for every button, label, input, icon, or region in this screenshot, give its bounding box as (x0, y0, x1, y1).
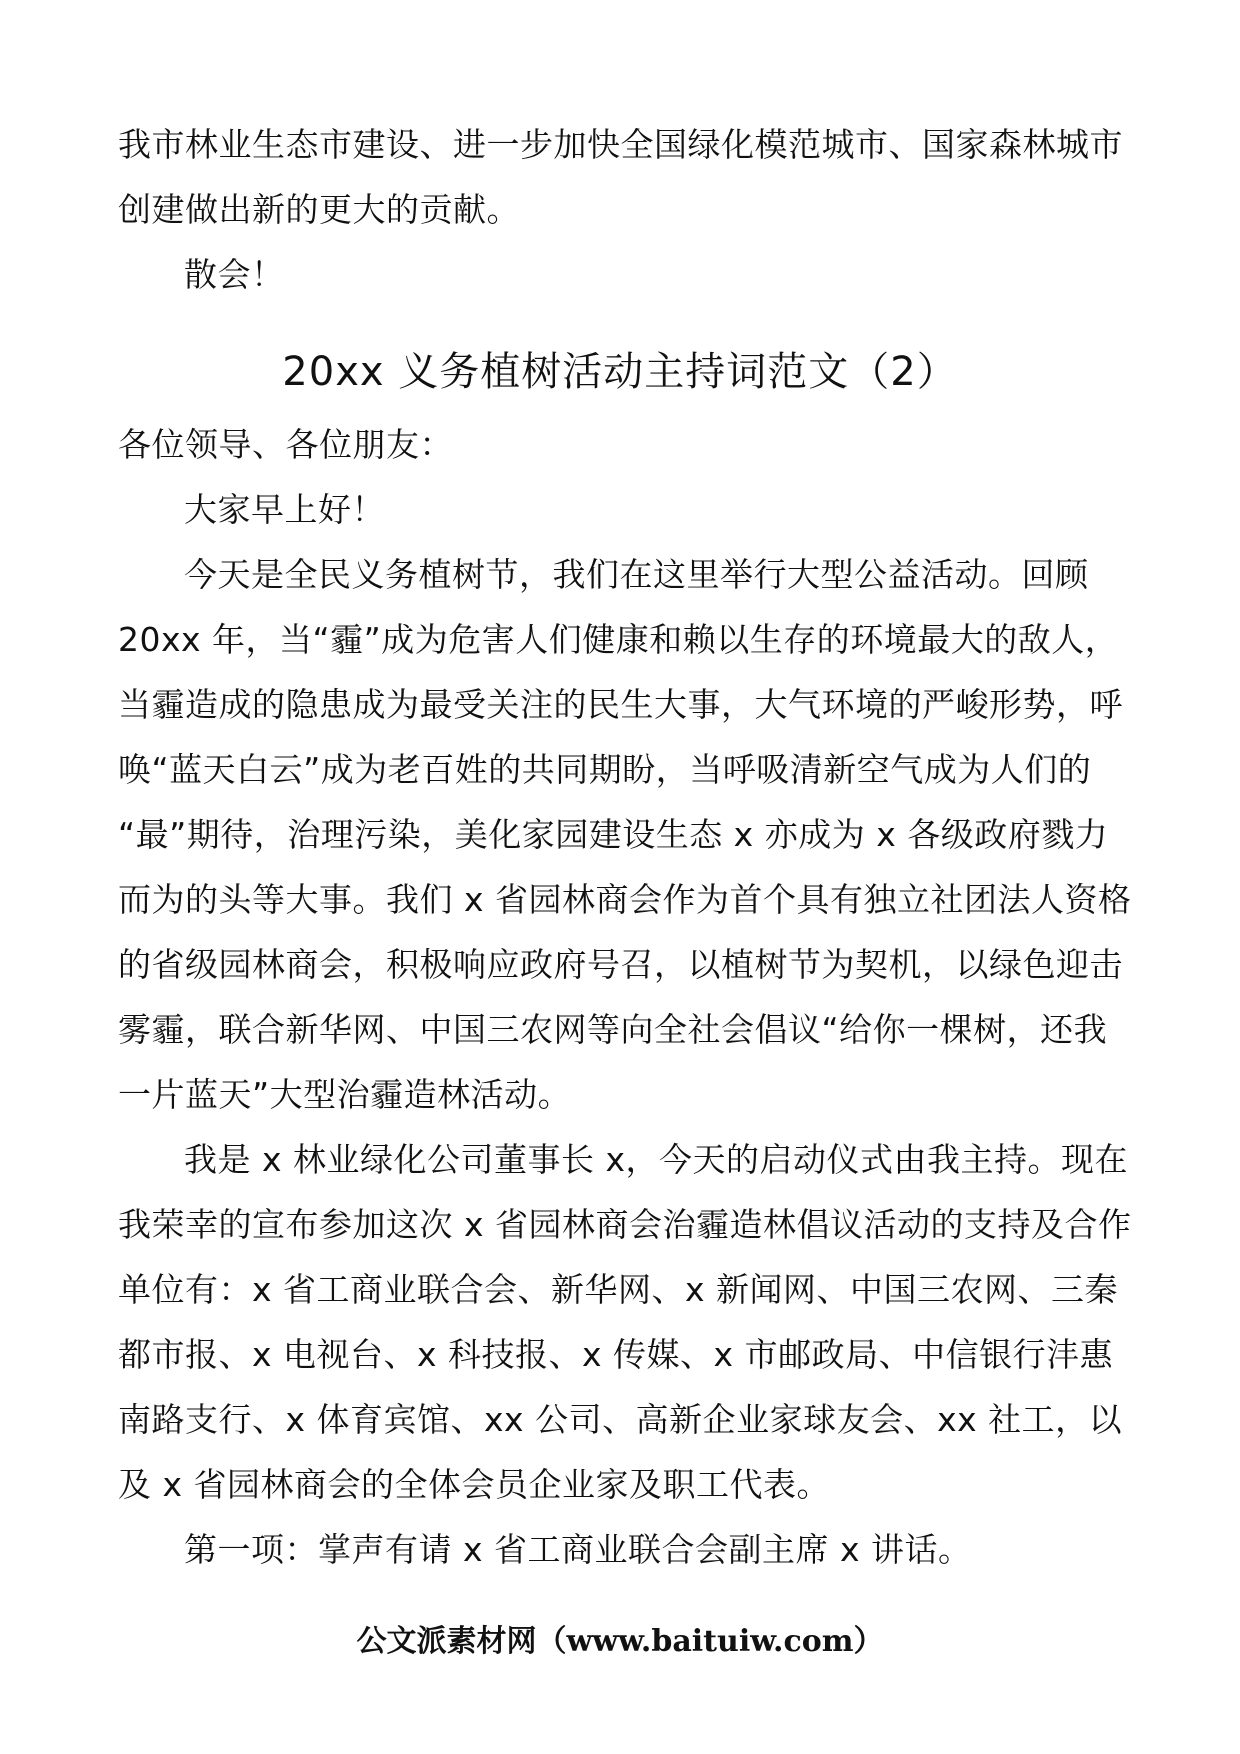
text-line: 单位有：x 省工商业联合会、新华网、x 新闻网、中国三农网、三秦 (118, 1270, 1119, 1309)
text-line: 我荣幸的宣布参加这次 x 省园林商会治霾造林倡议活动的支持及合作 (118, 1205, 1132, 1244)
text-line: 而为的头等大事。我们 x 省园林商会作为首个具有独立社团法人资格 (118, 880, 1132, 919)
text-line: 我市林业生态市建设、进一步加快全国绿化模范城市、国家森林城市 (118, 125, 1123, 164)
agenda-item: 第一项：掌声有请 x 省工商业联合会副主席 x 讲话。 (184, 1530, 972, 1569)
text-line: 南路支行、x 体育宾馆、xx 公司、高新企业家球友会、xx 社工，以 (118, 1400, 1123, 1439)
salutation: 各位领导、各位朋友： (118, 425, 453, 464)
greeting: 大家早上好！ (184, 490, 385, 529)
text-line: 的省级园林商会，积极响应政府号召，以植树节为契机，以绿色迎击 (118, 945, 1123, 984)
text-line: 唤“蓝天白云”成为老百姓的共同期盼，当呼吸清新空气成为人们的 (118, 750, 1092, 789)
text-line: 都市报、x 电视台、x 科技报、x 传媒、x 市邮政局、中信银行沣惠 (118, 1335, 1114, 1374)
text-line: 创建做出新的更大的贡献。 (118, 190, 520, 229)
closing-text: 散会！ (184, 255, 285, 294)
text-line: 当霾造成的隐患成为最受关注的民生大事，大气环境的严峻形势，呼 (118, 685, 1123, 724)
text-line: 及 x 省园林商会的全体会员企业家及职工代表。 (118, 1465, 831, 1504)
document-title: 20xx 义务植树活动主持词范文（2） (282, 349, 958, 395)
text-line: 雾霾，联合新华网、中国三农网等向全社会倡议“给你一棵树，还我 (118, 1010, 1108, 1049)
speech-body (118, 412, 1132, 1582)
footer-source: 公文派素材网（www.baituiw.com） (356, 1624, 884, 1659)
text-line: 今天是全民义务植树节，我们在这里举行大型公益活动。回顾 (184, 555, 1089, 594)
text-line: “最”期待，治理污染，美化家园建设生态 x 亦成为 x 各级政府戮力 (118, 815, 1109, 854)
continuation-paragraph (118, 112, 1128, 307)
text-line: 一片蓝天”大型治霾造林活动。 (118, 1075, 572, 1114)
text-line: 20xx 年，当“霾”成为危害人们健康和赖以生存的环境最大的敌人， (118, 620, 1119, 659)
text-line: 我是 x 林业绿化公司董事长 x，今天的启动仪式由我主持。现在 (184, 1140, 1129, 1179)
